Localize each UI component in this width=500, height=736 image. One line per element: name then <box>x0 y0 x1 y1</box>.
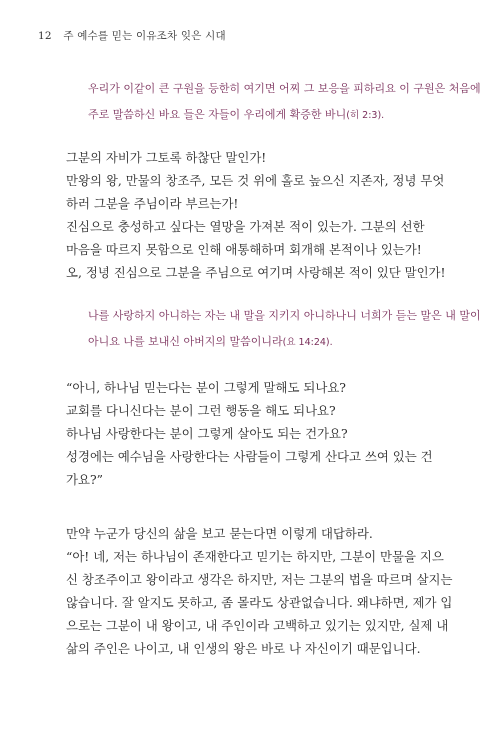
scripture-quote-hebrews <box>88 76 481 129</box>
scripture-reference: (히 2:3). <box>346 110 385 121</box>
quote-line: 아니요 나를 보내신 아버지의 말씀이니라 <box>88 335 283 348</box>
body-paragraph-3 <box>66 522 453 660</box>
text-line: 하러 그분을 주님이라 부르는가! <box>66 196 239 211</box>
text-line: 교회를 다니신다는 분이 그런 행동을 해도 되나요? <box>66 403 336 418</box>
running-title: 주 예수를 믿는 이유조차 잊은 시대 <box>63 30 226 42</box>
text-line: 만왕의 왕, 만물의 창조주, 모든 것 위에 홀로 높으신 지존자, 정녕 무엇 <box>66 173 445 188</box>
body-paragraph-1 <box>66 146 446 284</box>
page-number: 12 <box>38 30 52 42</box>
scripture-quote-john <box>88 303 481 356</box>
text-line: 가요?” <box>66 472 103 487</box>
scripture-reference: (요 14:24). <box>282 337 333 348</box>
quote-line: 우리가 이같이 큰 구원을 등한히 여기면 어찌 그 보응을 피하리요 이 구원은 처음에 <box>88 82 481 95</box>
body-paragraph-2 <box>66 376 438 491</box>
text-line: 마음을 따르지 못함으로 인해 애통해하며 회개해 본적이나 있는가! <box>66 242 422 257</box>
text-line: 으로는 그분이 내 왕이고, 내 주인이라 고백하고 있기는 있지만, 실제 내 <box>66 618 449 633</box>
text-line: 않습니다. 잘 알지도 못하고, 좀 몰라도 상관없습니다. 왜냐하면, 제가 입 <box>66 595 453 610</box>
text-line: 그분의 자비가 그토록 하찮단 말인가! <box>66 150 267 165</box>
text-line: 진심으로 충성하고 싶다는 열망을 가져본 적이 있는가. 그분의 선한 <box>66 219 425 234</box>
text-line: 오, 정녕 진심으로 그분을 주님으로 여기며 사랑해본 적이 있단 말인가! <box>66 265 446 280</box>
quote-line: 나를 사랑하지 아니하는 자는 내 말을 지키지 아니하나니 너희가 듣는 말은 내 말이 <box>88 309 481 322</box>
quote-line: 주로 말씀하신 바요 들은 자들이 우리에게 확증한 바니 <box>88 108 347 121</box>
text-line: “아니, 하나님 믿는다는 분이 그렇게 말해도 되나요? <box>66 380 346 395</box>
text-line: “아! 네, 저는 하나님이 존재한다고 믿기는 하지만, 그분이 만물을 지으 <box>66 549 444 564</box>
text-line: 만약 누군가 당신의 삶을 보고 묻는다면 이렇게 대답하라. <box>66 526 373 541</box>
text-line: 하나님 사랑한다는 분이 그렇게 살아도 되는 건가요? <box>66 426 348 441</box>
running-header <box>38 28 226 43</box>
quote-line-with-ref <box>88 329 418 356</box>
text-line: 삶의 주인은 나이고, 내 인생의 왕은 바로 나 자신이기 때문입니다. <box>66 641 421 656</box>
text-line: 성경에는 예수님을 사랑한다는 사람들이 그렇게 산다고 쓰여 있는 건 <box>66 449 433 464</box>
quote-line-with-ref <box>88 102 418 129</box>
text-line: 신 창조주이고 왕이라고 생각은 하지만, 저는 그분의 법을 따르며 살지는 <box>66 572 453 587</box>
